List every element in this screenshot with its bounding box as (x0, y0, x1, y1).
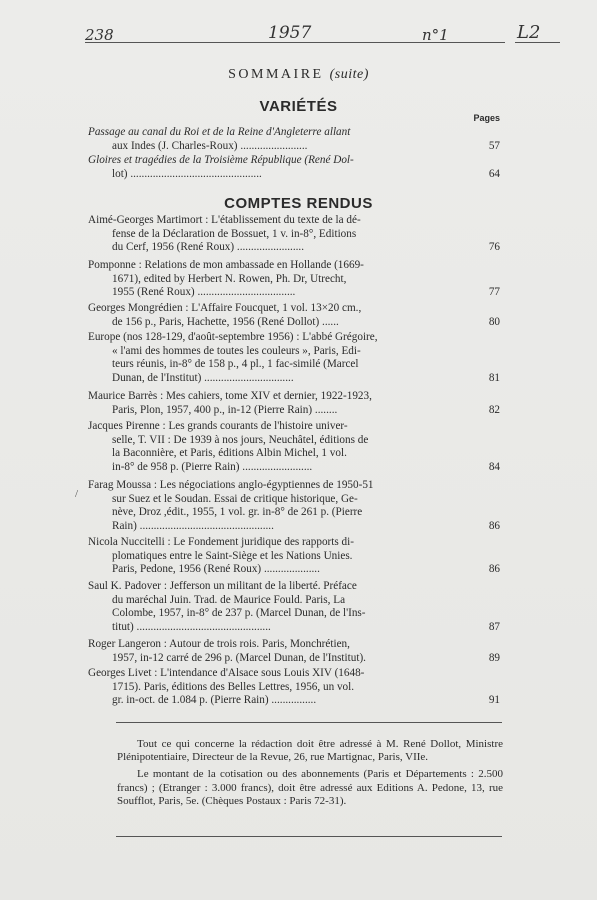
entry-page: 87 (488, 620, 500, 633)
sommaire-suite: (suite) (329, 67, 369, 82)
entry-line: Gloires et tragédies de la Troisième République (René Dol- (88, 154, 354, 166)
section-heading-varietes: VARIÉTÉS (259, 98, 338, 115)
toc-entry (88, 154, 500, 181)
entry-line: Roger Langeron : Autour de trois rois. Paris, Monchrétien, (88, 638, 350, 650)
entry-line: de 156 p., Paris, Hachette, 1956 (René Dollot) ...... (112, 315, 339, 328)
toc-entry (88, 667, 500, 708)
entry-line: Nicola Nuccitelli : Le Fondement juridique des rapports di- (88, 536, 354, 548)
stray-pencil-mark: / (75, 488, 79, 500)
entry-line: Farag Moussa : Les négociations anglo-égyptiennes de 1950-51 (88, 479, 374, 491)
entry-line: Paris, Plon, 1957, 400 p., in-12 (Pierre Rain) ........ (112, 403, 338, 416)
entry-page: 86 (488, 519, 500, 532)
entry-line: « l'ami des hommes de toutes les couleurs », Paris, Edi- (112, 344, 361, 357)
page-title (0, 67, 597, 83)
entry-line: plomatiques entre le Saint-Siège et les Nations Unies. (112, 549, 353, 562)
entry-page: 84 (488, 460, 500, 473)
entry-line: nève, Droz ,édit., 1955, 1 vol. gr. in-8° de 261 p. (Pierre (112, 506, 363, 518)
entry-page: 57 (488, 139, 500, 152)
entry-line: Maurice Barrès : Mes cahiers, tome XIV et dernier, 1922-1923, (88, 390, 372, 402)
entry-line: selle, T. VII : De 1939 à nos jours, Neuchâtel, éditions de (112, 433, 369, 446)
handwritten-mark: L2 (517, 22, 541, 43)
handwritten-year: 1957 (268, 23, 312, 43)
toc-entry (88, 536, 500, 577)
entry-line: Georges Mongrédien : L'Affaire Foucquet, 1 vol. 13×20 cm., (88, 302, 362, 314)
entry-line: gr. in-oct. de 1.084 p. (Pierre Rain) ................ (112, 694, 317, 706)
entry-line: 1955 (René Roux) ................................... (112, 286, 296, 298)
entry-line: Saul K. Padover : Jefferson un militant de la liberté. Préface (88, 580, 357, 592)
entry-page: 77 (488, 286, 500, 298)
toc-entry (88, 126, 500, 153)
top-rule-right (515, 42, 560, 43)
toc-entry (88, 259, 500, 300)
handwritten-issue: n°1 (422, 26, 449, 44)
note-paragraph-cotisation: Le montant de la cotisation ou des abonnements (Paris et Départements : 2.500 francs) ; (Etranger : 3.000 francs), doit être adressé aux Editions A. Pedone, 13, rue Soufflot, Paris, 5e. (Chèques Postaux : Paris 72-31). (117, 768, 503, 807)
entry-line: 1715). Paris, éditions des Belles Lettres, 1956, un vol. (112, 680, 355, 693)
entry-page: 89 (488, 651, 500, 664)
entry-line: titut) ................................................ (112, 620, 271, 633)
entry-page: 91 (488, 694, 500, 706)
entry-page: 64 (488, 167, 500, 180)
section-heading-comptes-rendus: COMPTES RENDUS (224, 195, 373, 212)
entry-line: Colombe, 1957, in-8° de 237 p. (Marcel Dunan, de l'Ins- (112, 607, 366, 619)
entry-line: Aimé-Georges Martimort : L'établissement du texte de la dé- (88, 214, 361, 226)
toc-entry (88, 580, 500, 634)
entry-line: fense de la Déclaration de Bossuet, 1 v. in-8°, Editions (112, 227, 357, 240)
entry-page: 86 (488, 563, 500, 575)
note-paragraph-redaction: Tout ce qui concerne la rédaction doit être adressé à M. René Dollot, Ministre Plénipotentiaire, Directeur de la Revue, 26, rue Martignac, Paris, VIIe. (117, 738, 503, 764)
entry-line: teurs réunis, in-8° de 158 p., 4 pl., 1 fac-similé (Marcel (112, 358, 359, 370)
entry-line: du Cerf, 1956 (René Roux) ........................ (112, 241, 305, 253)
sommaire-title: SOMMAIRE (228, 67, 324, 82)
entry-line: la Baconnière, et Paris, éditions Albin Michel, 1 vol. (112, 447, 347, 459)
entry-line: Passage au canal du Roi et de la Reine d'Angleterre allant (88, 126, 351, 138)
entry-page: 76 (488, 241, 500, 253)
pages-column-label: Pages (473, 113, 500, 123)
toc-entry (88, 390, 500, 417)
entry-line: Paris, Pedone, 1956 (René Roux) .................... (112, 563, 320, 575)
handwritten-page-number: 238 (85, 26, 114, 44)
entry-line: Georges Livet : L'intendance d'Alsace sous Louis XIV (1648- (88, 667, 365, 679)
toc-entry (88, 479, 500, 533)
toc-entry (88, 638, 500, 665)
entry-line: 1671), edited by Herbert N. Rowen, Ph. Dr, Utrecht, (112, 272, 347, 285)
entry-page: 82 (488, 403, 500, 416)
toc-entry (88, 331, 500, 385)
toc-entry (88, 214, 500, 255)
entry-line: Rain) ................................................ (112, 519, 274, 532)
toc-entry (88, 420, 500, 474)
bottom-rule (116, 836, 502, 837)
entry-line: in-8° de 958 p. (Pierre Rain) ......................... (112, 460, 313, 473)
toc-entry (88, 302, 500, 329)
entry-page: 80 (488, 315, 500, 328)
top-rule (85, 42, 505, 43)
entry-line: Jacques Pirenne : Les grands courants de l'histoire univer- (88, 420, 348, 432)
entry-line: Pomponne : Relations de mon ambassade en Hollande (1669- (88, 259, 364, 271)
entry-line: aux Indes (J. Charles-Roux) ........................ (112, 139, 308, 152)
entry-line: sur Suez et le Soudan. Essai de critique historique, Ge- (112, 492, 358, 505)
entry-page: 81 (488, 371, 500, 384)
entry-line: du maréchal Juin. Trad. de Maurice Fould. Paris, La (112, 593, 346, 606)
entry-line: Dunan, de l'Institut) ................................ (112, 371, 294, 384)
divider-rule (116, 722, 502, 723)
entry-line: Europe (nos 128-129, d'août-septembre 1956) : L'abbé Grégoire, (88, 331, 378, 343)
entry-line: 1957, in-12 carré de 296 p. (Marcel Dunan, de l'Institut). (112, 651, 366, 664)
entry-line: lot) ............................................... (112, 167, 262, 180)
editorial-note (117, 738, 503, 808)
